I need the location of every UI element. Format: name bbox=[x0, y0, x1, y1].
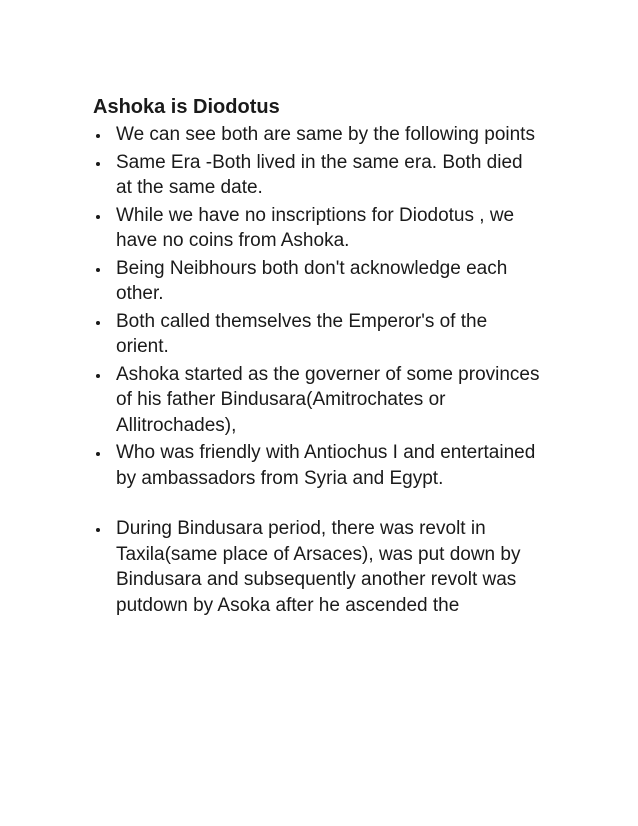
document-title: Ashoka is Diodotus bbox=[93, 96, 280, 118]
bullet-text: Both called themselves the Emperor's of the orient. bbox=[116, 310, 488, 357]
bullet-dot-icon bbox=[96, 162, 100, 166]
bullet-item bbox=[93, 309, 543, 360]
bullet-text: During Bindusara period, there was revolt in Taxila(same place of Arsaces), was put down by Bindusara and subsequently another revolt was putdown by Asoka after he ascended the bbox=[116, 518, 521, 616]
bullet-text: Ashoka started as the governer of some provinces of his father Bindusara(Amitrochates or Allitrochades), bbox=[116, 363, 540, 436]
bullet-dot-icon bbox=[96, 374, 100, 378]
bullet-text: While we have no inscriptions for Diodotus , we have no coins from Ashoka. bbox=[116, 204, 515, 251]
bullet-dot-icon bbox=[96, 321, 100, 325]
bullet-dot-icon bbox=[96, 215, 100, 219]
bullet-dot-icon bbox=[96, 452, 100, 456]
bullet-item bbox=[93, 440, 543, 491]
bullet-dot-icon bbox=[96, 134, 100, 138]
bullet-text: Same Era -Both lived in the same era. Both died at the same date. bbox=[116, 151, 523, 198]
bullet-item bbox=[93, 122, 543, 148]
bullet-text: Who was friendly with Antiochus I and entertained by ambassadors from Syria and Egypt. bbox=[116, 442, 536, 489]
bullet-item bbox=[93, 516, 543, 618]
bullet-text: Being Neibhours both don't acknowledge each other. bbox=[116, 257, 508, 304]
bullet-dot-icon bbox=[96, 528, 100, 532]
bullet-text: We can see both are same by the following points bbox=[116, 124, 535, 145]
bullet-item bbox=[93, 203, 543, 254]
bullet-item bbox=[93, 150, 543, 201]
bullet-dot-icon bbox=[96, 268, 100, 272]
bullet-item bbox=[93, 362, 543, 439]
bullet-item bbox=[93, 256, 543, 307]
bullet-list bbox=[93, 122, 543, 620]
